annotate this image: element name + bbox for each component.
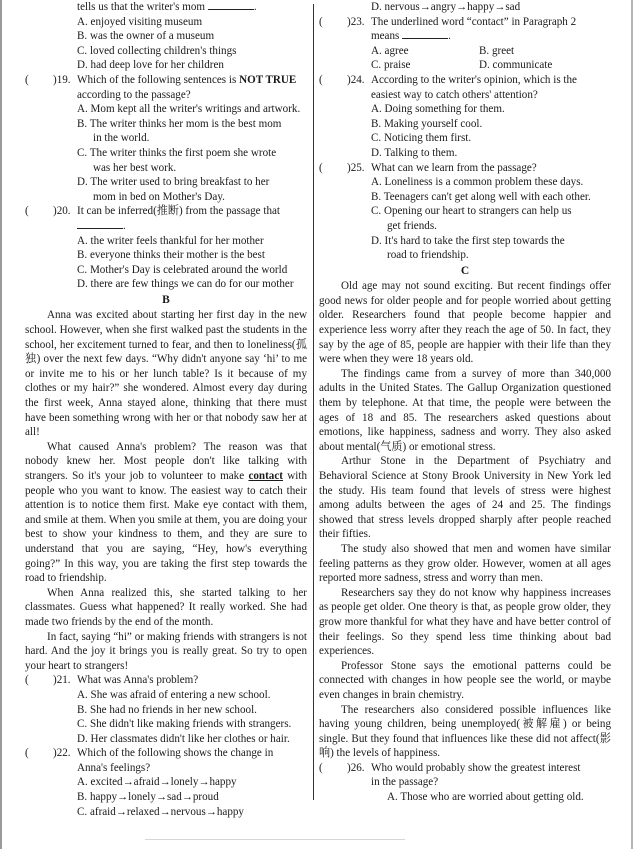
q21-option-c: C. She didn't like making friends with strangers. (77, 718, 292, 731)
q25-option-c-cont: get friends. (387, 219, 437, 232)
passage-b-paragraph-3: When Anna realized this, she started talking to her classmates. Guess what happened? It really worked. She had made two friends by the end of the month. (25, 586, 307, 628)
question-number: )26. (347, 761, 365, 774)
question-24 (319, 73, 611, 88)
section-b-heading: B (162, 293, 170, 306)
answer-bracket[interactable]: ( (25, 747, 29, 760)
q21-option-d: D. Her classmates didn't like her clothes or hair. (77, 732, 290, 745)
q24-option-d: D. Talking to them. (371, 146, 458, 159)
question-stem: What was Anna's problem? (77, 674, 199, 687)
q23-options-row-2 (319, 58, 611, 73)
section-c-heading: C (460, 264, 470, 277)
question-21 (25, 673, 307, 688)
q19-option-b-cont: in the world. (93, 132, 150, 145)
answer-bracket[interactable]: ( (319, 15, 323, 28)
q19-option-b: B. The writer thinks her mom is the best mom (77, 117, 282, 130)
q20-option-d: D. there are few things we can do for our mother (77, 278, 294, 291)
q18-option-d: D. had deep love for her children (77, 59, 224, 72)
passage-b-paragraph-1: Anna was excited about starting her first day in the new school. However, when she first walked past the students in the school, her excitement turned to fear, and then to loneliness(孤独) over the next few days. “Why didn't anyone say ‘hi’ to me or invite me to his or her lunch table? Is it because of my clothes or my hair?” she wondered. Almost every day during the first week, Anna stayed alone, thinking that there must have been something wrong with her or that nobody saw her at all! (25, 309, 307, 439)
q18-option-b: B. was the owner of a museum (77, 30, 215, 43)
answer-blank (208, 0, 254, 10)
answer-bracket[interactable]: ( (319, 73, 323, 86)
q18-option-c: C. loved collecting children's things (77, 44, 237, 57)
q25-option-a: A. Loneliness is a common problem these days. (371, 176, 584, 189)
question-19 (25, 73, 307, 88)
q23-stem-end: . (448, 30, 451, 43)
q21-option-a: A. She was afraid of entering a new school. (77, 688, 271, 701)
q26-option-a: A. Those who are worried about getting old. (387, 791, 584, 804)
passage-c-paragraph-7: The researchers also considered possible influences like having young children, being unemployed(被解雇) or being single. But they found that influences like these did not affect(影响) the levels of happiness. (319, 703, 611, 760)
q23-option-c: C. praise (371, 59, 411, 72)
q20-option-c: C. Mother's Day is celebrated around the world (77, 263, 288, 276)
q25-option-d: D. It's hard to take the first step towards the (371, 234, 565, 247)
question-stem: Which of the following shows the change in (77, 747, 274, 760)
question-number: )25. (347, 161, 365, 174)
answer-bracket[interactable]: ( (319, 161, 323, 174)
question-25 (319, 161, 611, 176)
q21-option-b: B. She had no friends in her new school. (77, 703, 257, 716)
q19-option-d: D. The writer used to bring breakfast to her (77, 176, 270, 189)
question-number: )24. (347, 73, 365, 86)
passage-c-paragraph-3: Arthur Stone in the Department of Psychiatry and Behavioral Science at Stony Brook University in New York led the study. His team found that levels of stress were highest among adults between the ages of 24 and 25. The findings showed that stress levels dropped sharply after people reached their fifties. (319, 455, 611, 541)
passage-b-paragraph-2 (25, 440, 307, 586)
q18-stem-text: tells us that the writer's mom (77, 1, 206, 13)
question-22 (25, 746, 307, 761)
q22-option-d: D. nervous→angry→happy→sad (371, 1, 521, 13)
question-stem-line2: according to the passage? (77, 88, 191, 101)
underlined-word-contact: contact (248, 470, 283, 482)
question-stem: Which of the following sentences is (77, 73, 240, 86)
q20-stem-end: . (123, 219, 126, 232)
left-column (25, 0, 307, 819)
q20-option-a: A. the writer feels thankful for her mother (77, 234, 264, 247)
q19-option-c: C. The writer thinks the first poem she wrote (77, 146, 277, 159)
q22-option-a: A. excited→afraid→lonely→happy (77, 776, 237, 789)
page-edge-left (0, 0, 2, 849)
answer-bracket[interactable]: ( (25, 674, 29, 687)
passage-c-paragraph-2: The findings came from a survey of more than 340,000 adults in the United States. The Gallup Organization questioned them by telephone. At that time, the people were between the ages of 18 and 85. The researchers asked questions about emotions, like happiness, sadness and worry. They also asked about mental(气质) or emotional stress. (319, 367, 611, 453)
question-stem: What can we learn from the passage? (371, 161, 537, 174)
q24-option-a: A. Doing something for them. (371, 103, 505, 116)
passage-b-paragraph-4: In fact, saying “hi” or making friends with strangers is not hard. And the joy it brings you is really great. So try to open your heart to strangers! (25, 630, 307, 672)
answer-bracket[interactable]: ( (25, 73, 29, 86)
q23-option-a: A. agree (371, 44, 409, 57)
question-stem: According to the writer's opinion, which is the (371, 73, 577, 86)
q18-option-a: A. enjoyed visiting museum (77, 15, 203, 28)
question-stem-line2: in the passage? (371, 776, 439, 789)
question-number: )20. (53, 205, 71, 218)
q19-option-d-cont: mom in bed on Mother's Day. (93, 190, 225, 203)
passage-c-paragraph-6: Professor Stone says the emotional patterns could be connected with changes in how people see the world, or maybe even changes in brain chemistry. (319, 659, 611, 701)
question-23 (319, 15, 611, 30)
q20-option-b: B. everyone thinks their mother is the best (77, 249, 265, 262)
question-emphasis: NOT TRUE (239, 73, 297, 86)
passage-c-paragraph-5: Researchers say they do not know why happiness increases as people get older. One theory is that, as people grow older, they grow more thankful for what they have and have better control of their feelings. So they spend less time thinking about bad experiences. (319, 586, 611, 658)
question-number: )22. (53, 747, 71, 760)
passage-c-paragraph-1: Old age may not sound exciting. But recent findings offer good news for older people and for people worried about getting older. Researchers found that people become happier and experience less worry after they reach the age of 50. In fact, they say by the age of 85, people are happier with their life than they were when they were 18 years old. (319, 280, 611, 366)
answer-blank (77, 219, 123, 229)
q19-option-c-cont: was her best work. (93, 161, 177, 174)
paragraph-text: What caused Anna's problem? The reason was that nobody knew her. Most people don't like talking with strangers. So it's your job to volunteer to make (25, 440, 307, 482)
q18-stem-tail (25, 0, 307, 15)
q23-option-b: B. greet (479, 44, 515, 57)
q19-option-a: A. Mom kept all the writer's writings and artwork. (77, 103, 301, 116)
answer-blank (402, 29, 448, 39)
q20-blank-line (25, 219, 307, 234)
question-number: )19. (53, 73, 71, 86)
question-stem-line2: means (371, 30, 400, 43)
question-stem-line2: Anna's feelings? (77, 761, 151, 774)
question-stem: It can be inferred(推断) from the passage that (77, 205, 280, 218)
answer-bracket[interactable]: ( (25, 205, 29, 218)
question-number: )23. (347, 15, 365, 28)
q24-option-b: B. Making yourself cool. (371, 117, 483, 130)
paragraph-text: with people who you want to know. The easiest way to catch their attention is to notice them first. Make eye contact with them, and smile at them. When you smile at them, you are doing your best to show your kindness to them, and they are sure to understand that you are saying, “Hey, how's everything going?” In this way, you are taking the first step towards the road to friendship. (25, 470, 308, 585)
column-divider (313, 4, 314, 800)
answer-bracket[interactable]: ( (319, 761, 323, 774)
right-column (319, 0, 611, 805)
q18-stem-end: . (253, 1, 257, 13)
q25-option-d-cont: road to friendship. (387, 249, 469, 262)
question-26 (319, 761, 611, 776)
question-stem-line2: easiest way to catch others' attention? (371, 88, 538, 101)
passage-c-paragraph-4: The study also showed that men and women have similar feeling patterns as they grow older. However, women at all ages reported more sadness, stress and worry than men. (319, 542, 611, 585)
q24-option-c: C. Noticing them first. (371, 132, 472, 145)
q23-option-d: D. communicate (479, 59, 553, 72)
q22-option-c: C. afraid→relaxed→nervous→happy (77, 805, 244, 818)
question-stem: Who would probably show the greatest interest (371, 761, 581, 774)
q25-option-b: B. Teenagers can't get along well with each other. (371, 190, 591, 203)
scan-artifact-line (145, 839, 405, 840)
question-number: )21. (53, 674, 71, 687)
question-20 (25, 204, 307, 219)
q23-options-row-1 (319, 44, 611, 59)
q25-option-c: C. Opening our heart to strangers can help us (371, 205, 572, 218)
q22-option-b: B. happy→lonely→sad→proud (77, 791, 219, 804)
question-stem: The underlined word “contact” in Paragraph 2 (371, 15, 577, 28)
q23-stem-line2 (319, 29, 611, 44)
